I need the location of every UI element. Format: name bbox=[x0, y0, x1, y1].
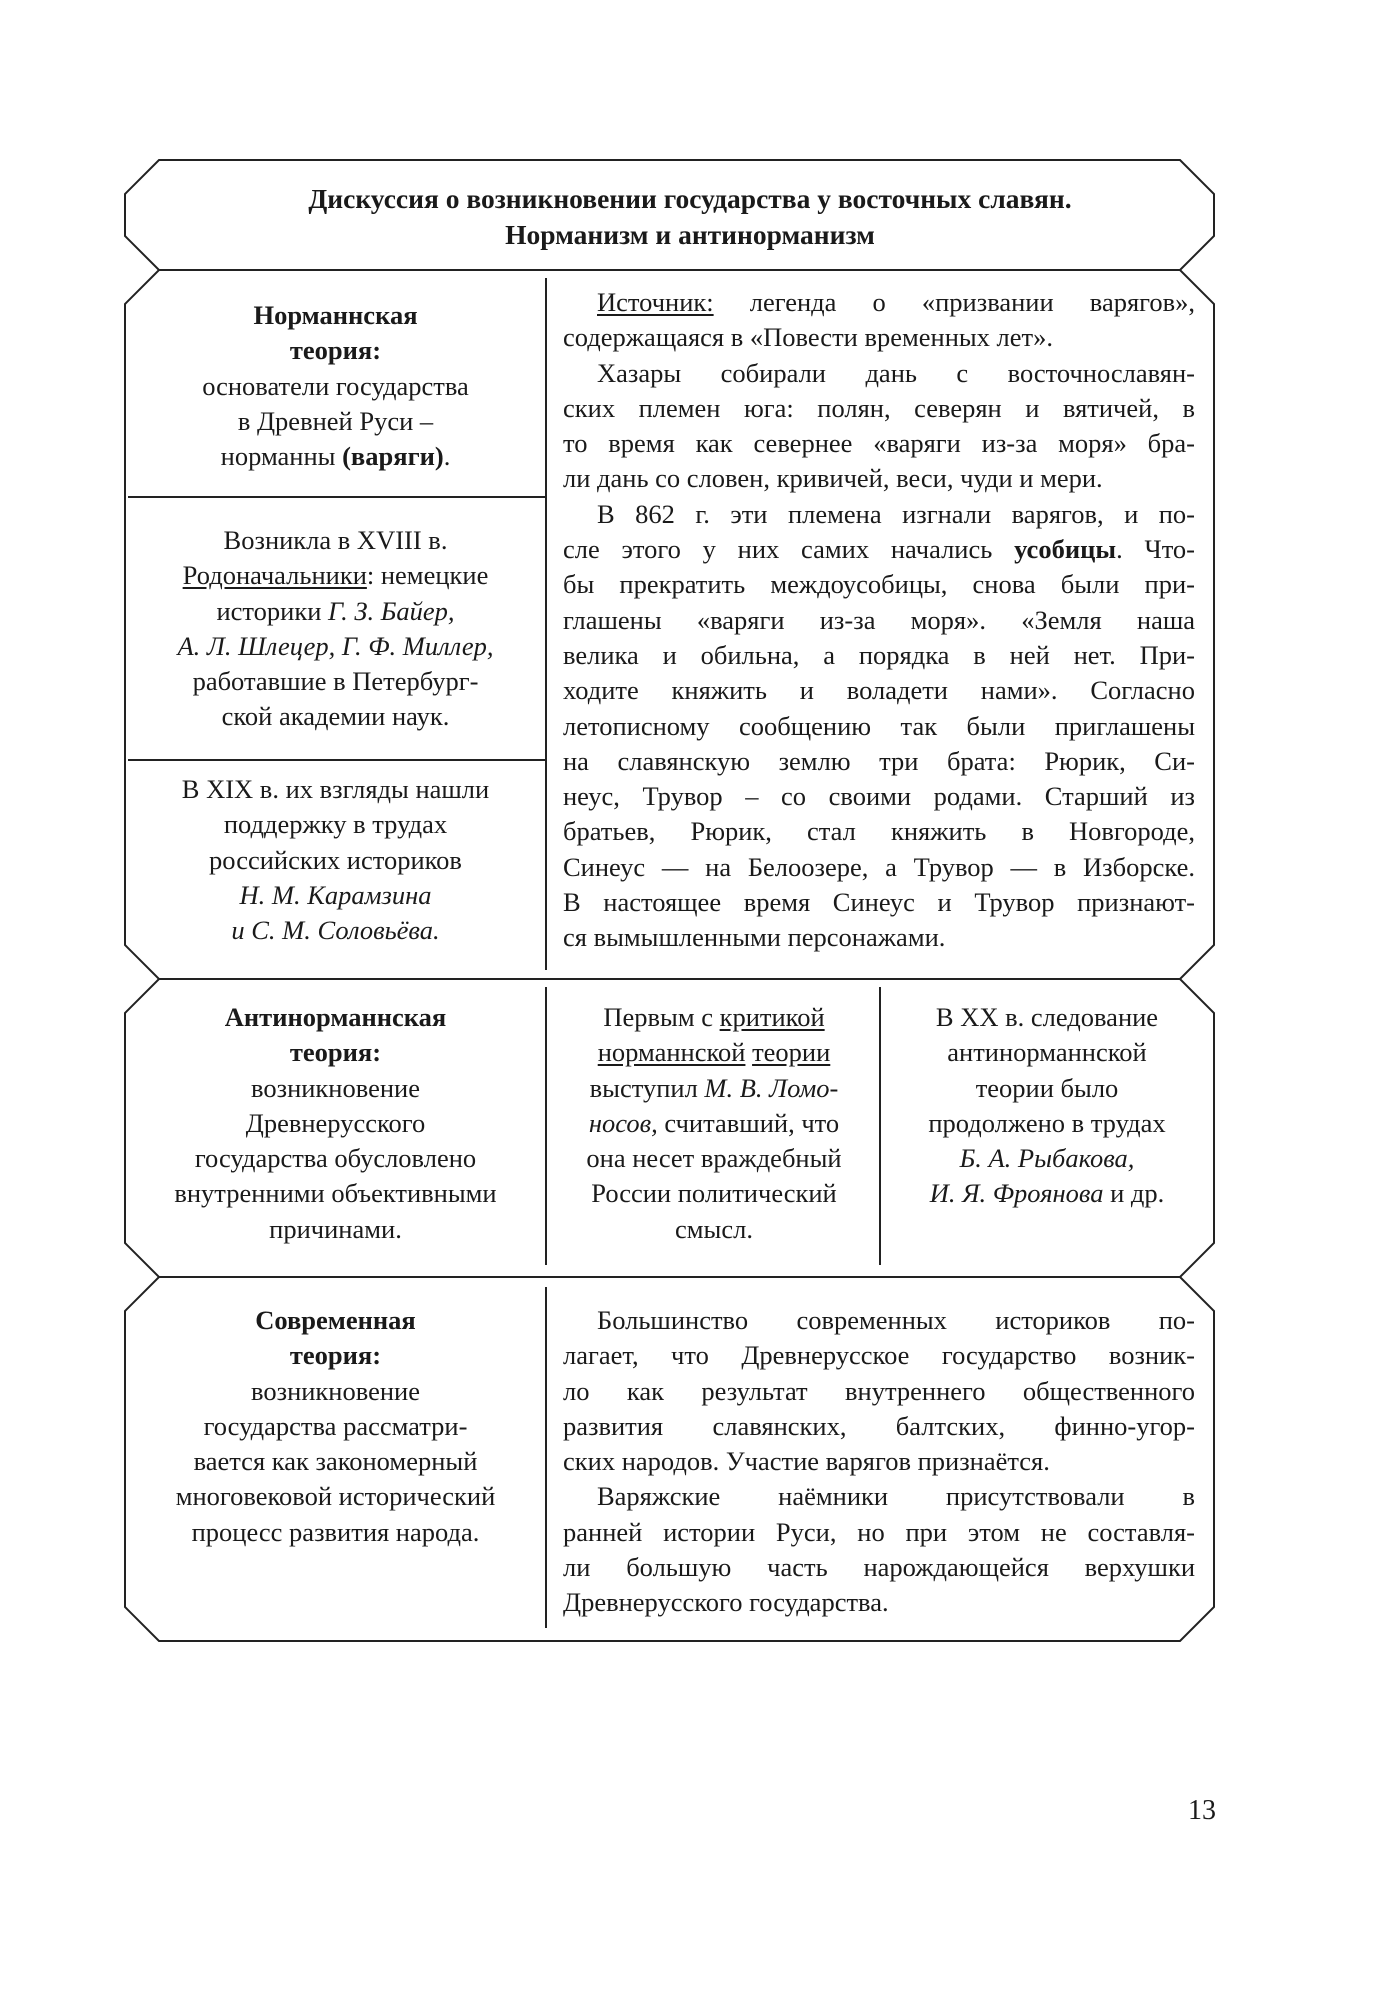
paragraph bbox=[563, 1303, 1195, 1479]
text-line bbox=[130, 1071, 541, 1106]
italic-name: Н. М. Карамзина bbox=[239, 879, 432, 910]
text-segment: работавшие в Петербург- bbox=[192, 666, 479, 697]
text-segment: России политический bbox=[591, 1178, 837, 1209]
paragraph bbox=[563, 285, 1195, 356]
text-segment: возникновение bbox=[251, 1375, 420, 1406]
text-segment: в Древней Руси – bbox=[237, 405, 434, 436]
title-line-2: Норманизм и антинорманизм bbox=[505, 219, 875, 250]
paragraph bbox=[563, 1479, 1195, 1620]
bold-text: Норманнская bbox=[253, 300, 418, 330]
text-segment: российских историков bbox=[209, 844, 462, 875]
text-line bbox=[130, 1303, 541, 1338]
italic-name: М. В. Ломо- bbox=[704, 1072, 839, 1103]
text-line bbox=[552, 1176, 876, 1211]
text-segment: Возникла в XVIII в. bbox=[223, 525, 448, 555]
text-segment: поддержку в трудах bbox=[223, 809, 448, 840]
text-segment: Варяжские наёмники присутствовали в bbox=[597, 1481, 1195, 1512]
text-segment: и др. bbox=[1103, 1178, 1165, 1209]
text-segment: ской академии наук. bbox=[221, 701, 450, 732]
text-line bbox=[130, 1479, 541, 1514]
text-segment: многовековой исторический bbox=[175, 1481, 496, 1512]
text-line bbox=[563, 1409, 1195, 1444]
italic-name: Б. А. Рыбакова, bbox=[959, 1143, 1135, 1174]
text-line bbox=[130, 1212, 541, 1247]
text-line bbox=[563, 426, 1195, 461]
text-segment: летописному сообщению так были приглашены bbox=[563, 710, 1195, 741]
text-line bbox=[130, 1141, 541, 1176]
text-line bbox=[563, 567, 1195, 602]
text-line bbox=[884, 1071, 1210, 1106]
text-segment: на славянскую землю три брата: Рюрик, Си- bbox=[563, 745, 1195, 776]
italic-name: А. Л. Шлецер, Г. Ф. Миллер, bbox=[177, 630, 494, 661]
text-segment: развития славянских, балтских, финно-угор- bbox=[563, 1410, 1195, 1441]
text-segment: ских народов. Участие варягов признаётся. bbox=[563, 1446, 1050, 1477]
text-line bbox=[130, 1000, 541, 1035]
text-segment: : немецкие bbox=[366, 560, 489, 591]
text-line bbox=[563, 320, 1195, 355]
text-line bbox=[563, 885, 1195, 920]
text-line bbox=[884, 1141, 1210, 1176]
text-segment: Большинство современных историков по- bbox=[597, 1305, 1195, 1335]
text-line bbox=[130, 629, 541, 664]
text-line bbox=[563, 603, 1195, 638]
text-line bbox=[563, 391, 1195, 426]
text-line bbox=[563, 1585, 1195, 1620]
text-segment: то время как севернее «варяги из-за моря» бра- bbox=[563, 428, 1195, 459]
italic-name: Г. З. Байер, bbox=[328, 595, 455, 626]
text-line bbox=[130, 699, 541, 734]
text-segment: Первым с bbox=[603, 1002, 720, 1032]
text-line bbox=[130, 523, 541, 558]
text-line bbox=[563, 779, 1195, 814]
underlined-text: теории bbox=[752, 1037, 831, 1068]
text-line bbox=[552, 1035, 876, 1070]
text-line bbox=[130, 1176, 541, 1211]
text-segment: ло как результат внутреннего общественного bbox=[563, 1375, 1195, 1406]
text-segment: внутренними объективными bbox=[174, 1178, 497, 1209]
text-line bbox=[563, 1374, 1195, 1409]
text-segment: ских племен юга: полян, северян и вятичей, в bbox=[563, 392, 1195, 423]
antinorman-lomonosov-cell bbox=[552, 1000, 876, 1247]
text-line bbox=[130, 1338, 541, 1373]
underlined-text: Источник: bbox=[597, 287, 714, 317]
text-line bbox=[563, 814, 1195, 849]
text-segment: Синеус — на Белоозере, а Трувор — в Изборске. bbox=[563, 851, 1195, 882]
text-segment: вается как закономерный bbox=[193, 1446, 478, 1477]
text-line bbox=[563, 497, 1195, 532]
text-segment: велика и обильна, а порядка в ней нет. При- bbox=[563, 639, 1195, 670]
norman-theory-definition-cell bbox=[130, 298, 541, 474]
bold-text: Антинорманнская bbox=[224, 1002, 447, 1032]
title-line-1: Дискуссия о возникновении государства у восточных славян. bbox=[308, 183, 1072, 214]
text-line bbox=[130, 772, 541, 807]
text-line bbox=[130, 1035, 541, 1070]
text-line bbox=[130, 878, 541, 913]
text-segment: норманны bbox=[220, 441, 343, 472]
text-segment: . Что- bbox=[1116, 534, 1195, 565]
text-line bbox=[130, 369, 541, 404]
text-segment: смысл. bbox=[675, 1213, 753, 1244]
text-line bbox=[563, 1515, 1195, 1550]
text-line bbox=[563, 1338, 1195, 1373]
text-segment: государства обусловлено bbox=[194, 1143, 477, 1174]
text-line bbox=[563, 1550, 1195, 1585]
text-line bbox=[884, 1035, 1210, 1070]
text-line bbox=[130, 1515, 541, 1550]
text-line bbox=[563, 744, 1195, 779]
text-segment: возникновение bbox=[251, 1072, 420, 1103]
text-segment: В настоящее время Синеус и Трувор признают- bbox=[563, 887, 1195, 918]
text-line bbox=[130, 843, 541, 878]
text-segment: сле этого у них самих начались bbox=[563, 534, 1015, 565]
modern-theory-definition-cell bbox=[130, 1303, 541, 1550]
text-line bbox=[552, 1071, 876, 1106]
modern-theory-explanation-cell bbox=[563, 1303, 1195, 1621]
underlined-text: критикой bbox=[719, 1002, 825, 1032]
bold-text: теория: bbox=[289, 335, 382, 366]
text-line bbox=[563, 532, 1195, 567]
italic-name: носов, bbox=[588, 1107, 658, 1138]
text-line bbox=[563, 673, 1195, 708]
text-segment: В XX в. следование bbox=[935, 1002, 1159, 1032]
text-line bbox=[130, 298, 541, 333]
text-line bbox=[130, 333, 541, 368]
text-line bbox=[552, 1000, 876, 1035]
text-segment: антинорманнской bbox=[947, 1037, 1147, 1068]
text-line bbox=[563, 920, 1195, 955]
text-line bbox=[884, 1000, 1210, 1035]
text-segment: ли дань со словен, кривичей, веси, чуди и мери. bbox=[563, 463, 1103, 494]
antinorman-theory-definition-cell bbox=[130, 1000, 541, 1247]
text-segment: лагает, что Древнерусское государство возник- bbox=[563, 1340, 1195, 1371]
page-number: 13 bbox=[1188, 1795, 1216, 1826]
bold-text: теория: bbox=[289, 1340, 382, 1371]
text-line bbox=[130, 594, 541, 629]
italic-name: и С. М. Соловьёва. bbox=[231, 915, 440, 946]
text-segment: глашены «варяги из-за моря». «Земля наша bbox=[563, 604, 1195, 635]
text-line bbox=[563, 356, 1195, 391]
text-line bbox=[563, 285, 1195, 320]
text-line bbox=[884, 1106, 1210, 1141]
norman-theory-source-cell bbox=[563, 285, 1195, 956]
page-title bbox=[160, 181, 1220, 253]
text-line bbox=[130, 1409, 541, 1444]
text-line bbox=[552, 1141, 876, 1176]
underlined-text: норманнской bbox=[597, 1037, 746, 1068]
text-segment: государства рассматри- bbox=[203, 1410, 468, 1441]
norman-theory-origin-cell bbox=[130, 523, 541, 735]
text-line bbox=[130, 439, 541, 474]
text-segment: теории было bbox=[975, 1072, 1119, 1103]
text-line bbox=[563, 709, 1195, 744]
text-segment: продолжено в трудах bbox=[928, 1107, 1166, 1138]
text-line bbox=[884, 1176, 1210, 1211]
underlined-text: Родоначальники bbox=[182, 560, 367, 591]
text-segment: содержащаяся в «Повести временных лет». bbox=[563, 322, 1053, 353]
text-line bbox=[130, 404, 541, 439]
bold-text: усобицы bbox=[1014, 534, 1117, 565]
text-segment: В XIX в. их взгляды нашли bbox=[181, 774, 490, 804]
antinorman-20th-century-cell bbox=[884, 1000, 1210, 1212]
paragraph bbox=[563, 497, 1195, 956]
text-line bbox=[552, 1106, 876, 1141]
text-segment: В 862 г. эти племена изгнали варягов, и по- bbox=[597, 498, 1195, 529]
bold-text: (варяги) bbox=[342, 441, 444, 472]
text-line bbox=[563, 461, 1195, 496]
text-segment: ли большую часть нарождающейся верхушки bbox=[563, 1552, 1195, 1583]
text-segment: Хазары собирали дань с восточнославян- bbox=[597, 357, 1195, 388]
text-line bbox=[563, 638, 1195, 673]
text-segment: ходите княжить и воладети нами». Согласно bbox=[563, 675, 1195, 706]
text-segment: историки bbox=[216, 595, 329, 626]
text-line bbox=[130, 1106, 541, 1141]
text-line bbox=[563, 1479, 1195, 1514]
text-line bbox=[130, 664, 541, 699]
text-segment: ся вымышленными персонажами. bbox=[563, 922, 946, 953]
text-line bbox=[130, 1444, 541, 1479]
text-segment: . bbox=[443, 441, 451, 472]
text-segment: она несет враждебный bbox=[586, 1143, 842, 1174]
text-segment: Древнерусского bbox=[245, 1107, 426, 1138]
text-line bbox=[130, 807, 541, 842]
bold-text: Современная bbox=[255, 1305, 416, 1335]
text-segment: ранней истории Руси, но при этом не составля- bbox=[563, 1516, 1195, 1547]
italic-name: И. Я. Фроянова bbox=[929, 1178, 1104, 1209]
text-line bbox=[563, 1444, 1195, 1479]
text-segment: Древнерусского государства. bbox=[563, 1587, 889, 1618]
text-segment: процесс развития народа. bbox=[191, 1516, 480, 1547]
text-segment: неус, Трувор – со своими родами. Старший из bbox=[563, 781, 1195, 812]
paragraph bbox=[563, 356, 1195, 497]
text-line bbox=[563, 850, 1195, 885]
text-segment: основатели государства bbox=[202, 370, 469, 401]
text-segment: выступил bbox=[589, 1072, 705, 1103]
text-segment: братьев, Рюрик, стал княжить в Новгороде, bbox=[563, 816, 1195, 847]
text-segment: причинами. bbox=[269, 1213, 402, 1244]
text-segment: считавший, что bbox=[657, 1107, 840, 1138]
bold-text: теория: bbox=[289, 1037, 382, 1068]
text-line bbox=[130, 1374, 541, 1409]
text-line bbox=[552, 1212, 876, 1247]
norman-theory-support-cell bbox=[130, 772, 541, 948]
text-line bbox=[563, 1303, 1195, 1338]
text-line bbox=[130, 558, 541, 593]
text-segment: легенда о «призвании варягов», bbox=[713, 287, 1195, 317]
text-line bbox=[130, 913, 541, 948]
text-segment: бы прекратить междоусобицы, снова были при- bbox=[563, 569, 1195, 600]
